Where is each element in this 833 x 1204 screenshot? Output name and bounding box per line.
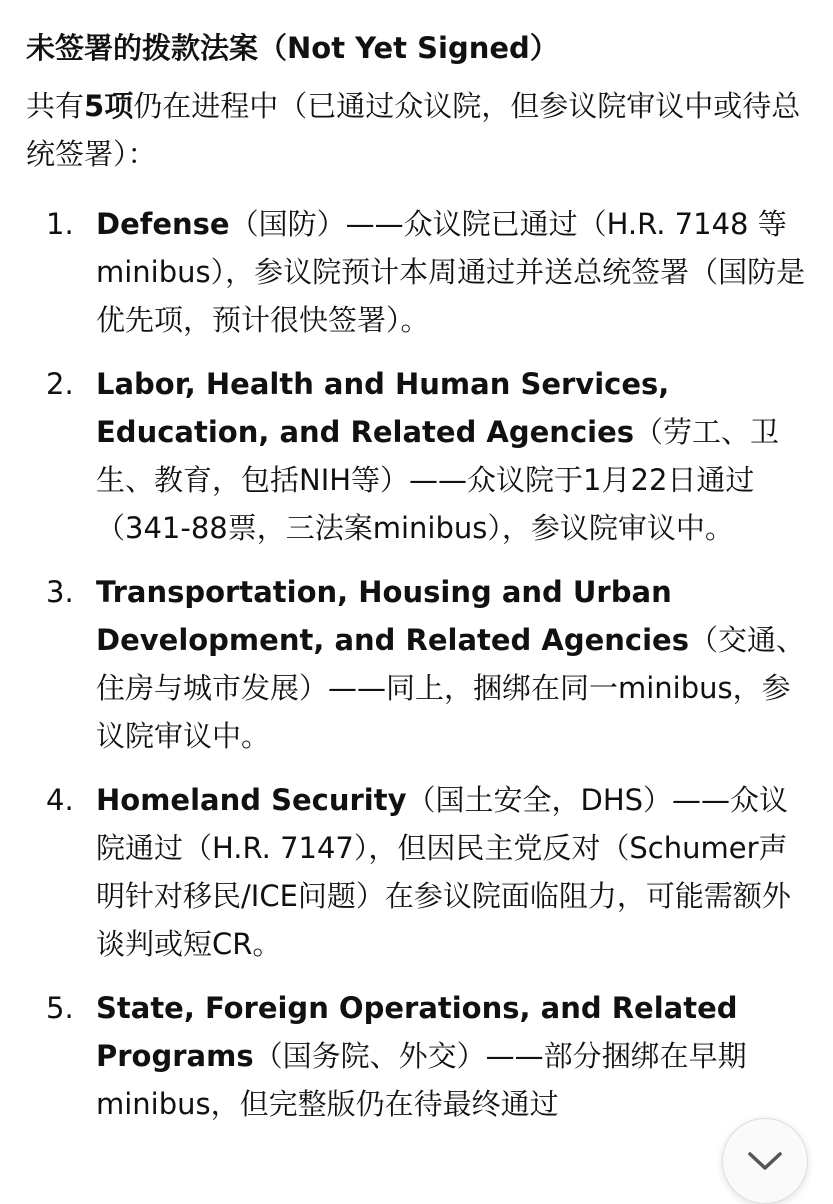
list-number: 3. <box>46 575 74 609</box>
bill-description: （国务院、外交）——部分捆绑在早期minibus，但完整版仍在待最终通过 <box>96 1039 747 1121</box>
chevron-down-icon <box>747 1150 783 1172</box>
intro-count: 5项 <box>84 89 134 123</box>
bill-name: Homeland Security <box>96 783 407 817</box>
list-number: 4. <box>46 783 74 817</box>
bill-name: Labor, Health and Human Services, Education, and Related Agencies <box>96 367 670 449</box>
intro-prefix: 共有 <box>26 89 85 123</box>
bill-description: （交通、住房与城市发展）——同上，捆绑在同一minibus，参议院审议中。 <box>96 623 806 753</box>
bill-name: Defense <box>96 207 230 241</box>
list-item <box>26 360 816 552</box>
list-number: 5. <box>46 991 74 1025</box>
scroll-down-button[interactable] <box>722 1118 808 1204</box>
list-item <box>26 984 816 1128</box>
bill-list <box>26 200 816 1128</box>
list-number: 1. <box>46 207 74 241</box>
article <box>26 22 816 1128</box>
list-item <box>26 200 816 344</box>
bill-description: （劳工、卫生、教育，包括NIH等）——众议院于1月22日通过（341-88票，三法案minibus），参议院审议中。 <box>96 415 780 545</box>
list-item <box>26 568 816 760</box>
section-heading: 未签署的拨款法案（Not Yet Signed） <box>26 31 559 65</box>
list-item <box>26 776 816 968</box>
intro-suffix: 仍在进程中（已通过众议院，但参议院审议中或待总统签署）： <box>26 89 801 171</box>
intro-paragraph <box>26 82 816 178</box>
bill-description: （国土安全，DHS）——众议院通过（H.R. 7147），但因民主党反对（Schumer声明针对移民/ICE问题）在参议院面临阻力，可能需额外谈判或短CR。 <box>96 783 791 961</box>
list-number: 2. <box>46 367 74 401</box>
bill-description: （国防）——众议院已通过（H.R. 7148 等minibus），参议院预计本周通过并送总统签署（国防是优先项，预计很快签署）。 <box>96 207 806 337</box>
bill-name: State, Foreign Operations, and Related Programs <box>96 991 738 1073</box>
bill-name: Transportation, Housing and Urban Development, and Related Agencies <box>96 575 689 657</box>
